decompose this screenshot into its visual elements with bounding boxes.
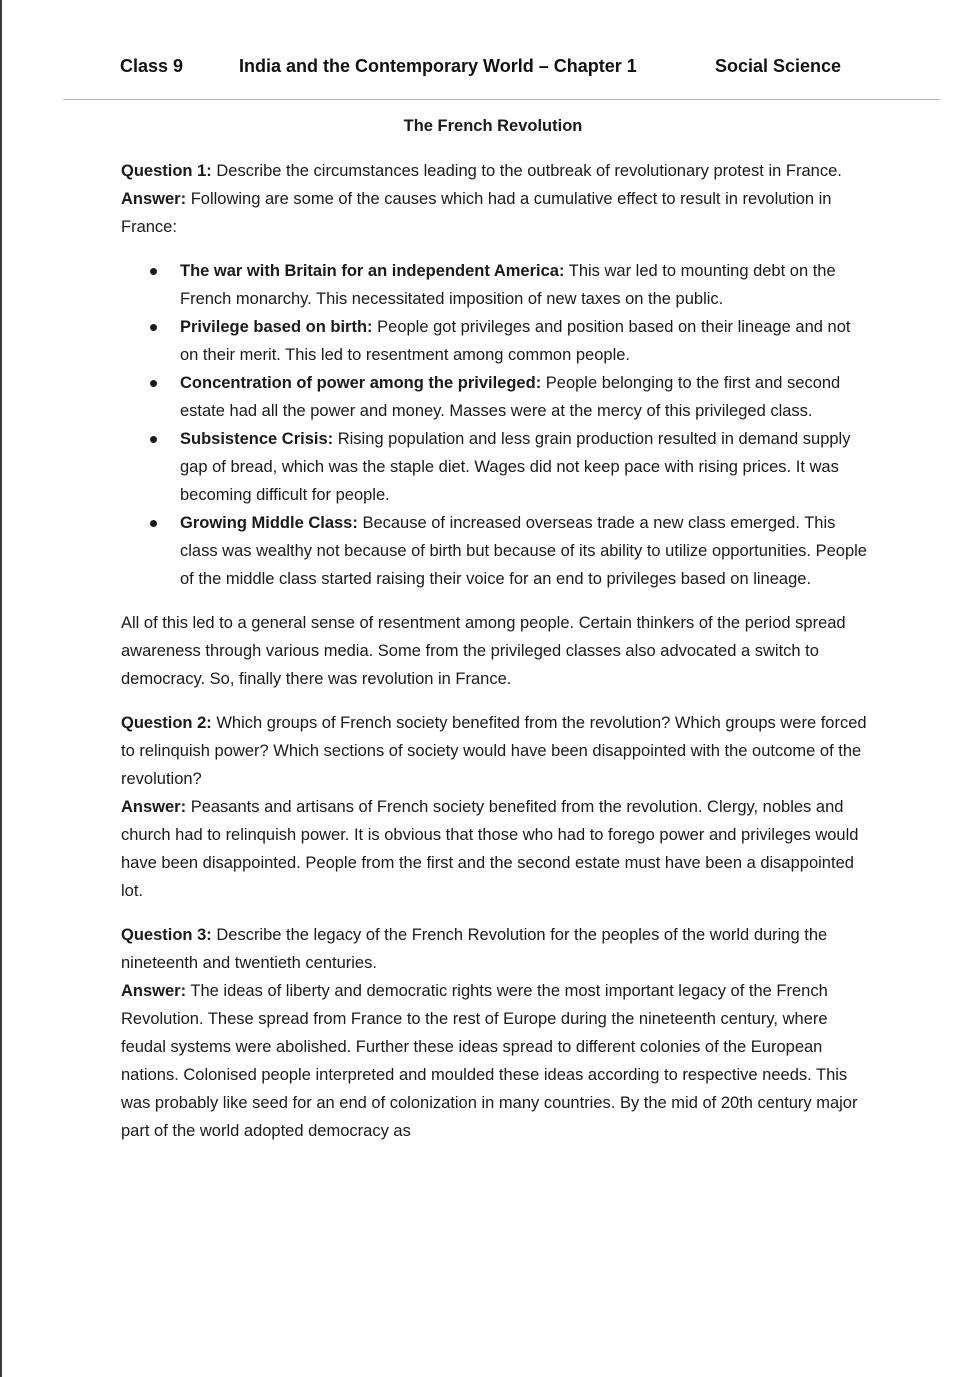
list-item-heading: Privilege based on birth:	[180, 318, 373, 336]
answer-1-text: Following are some of the causes which had a cumulative effect to result in revolution in France:	[121, 190, 832, 236]
list-item-heading: Subsistence Crisis:	[180, 430, 334, 448]
page-header	[120, 56, 880, 82]
answer-3-text: The ideas of liberty and democratic rights were the most important legacy of the French Revolution. These spread from France to the rest of Europe during the nineteenth century, where feudal systems were abolished. Further these ideas spread to different colonies of the European nations. Colonised people interpreted and moulded these ideas according to respective needs. This was probably like seed for an end of colonization in many countries. By the mid of 20th century major part of the world adopted democracy as	[121, 982, 858, 1140]
header-class: Class 9	[120, 56, 184, 76]
question-2	[121, 709, 873, 793]
list-item-heading: Concentration of power among the privileged:	[180, 374, 542, 392]
question-1-label: Question 1:	[121, 162, 212, 180]
list-item	[180, 257, 873, 313]
question-1-text: Describe the circumstances leading to the outbreak of revolutionary protest in France.	[211, 162, 842, 180]
answer-1-conclusion: All of this led to a general sense of resentment among people. Certain thinkers of the period spread awareness through various media. Some from the privileged classes also advocated a switch to democracy. So, finally there was revolution in France.	[121, 614, 846, 688]
list-item-heading: Growing Middle Class:	[180, 514, 358, 532]
list-item-text: Because of increased overseas trade a new class emerged. This class was wealthy not because of birth but because of its ability to utilize opportunities. People of the middle class started raising their voice for an end to privileges based on lineage.	[180, 514, 867, 588]
list-item-text: People belonging to the first and second estate had all the power and money. Masses were at the mercy of this privileged class.	[180, 374, 841, 420]
list-item-text: Rising population and less grain production resulted in demand supply gap of bread, which was the staple diet. Wages did not keep pace with rising prices. It was becoming difficult for people.	[180, 430, 851, 504]
list-item	[180, 313, 873, 369]
document-body	[121, 157, 873, 1145]
answer-1	[121, 185, 873, 241]
causes-list	[121, 257, 873, 593]
answer-1-label: Answer:	[121, 190, 187, 208]
question-3-text: Describe the legacy of the French Revolution for the peoples of the world during the nineteenth and twentieth centuries.	[121, 926, 828, 972]
list-item-heading: The war with Britain for an independent America:	[180, 262, 565, 280]
question-3-label: Question 3:	[121, 926, 212, 944]
spacer	[121, 693, 873, 709]
list-item	[180, 509, 873, 593]
answer-3-label: Answer:	[121, 982, 187, 1000]
answer-2-text: Peasants and artisans of French society benefited from the revolution. Clergy, nobles and church had to relinquish power. It is obvious that those who had to forego power and privileges would have been disappointed. People from the first and the second estate must have been a disappointed lot.	[121, 798, 859, 900]
spacer	[121, 905, 873, 921]
header-subject: Social Science	[715, 56, 842, 76]
header-divider	[63, 99, 940, 100]
question-3	[121, 921, 873, 977]
list-item-text: People got privileges and position based on their lineage and not on their merit. This led to resentment among common people.	[180, 318, 851, 364]
answer-2	[121, 793, 873, 905]
answer-3	[121, 977, 873, 1145]
question-2-text: Which groups of French society benefited from the revolution? Which groups were forced to relinquish power? Which sections of society would have been disappointed with the outcome of the revolution?	[121, 714, 867, 788]
list-item	[180, 369, 873, 425]
question-1	[121, 157, 873, 185]
page-left-edge	[0, 0, 2, 1377]
page-title: The French Revolution	[403, 117, 583, 135]
list-item	[180, 425, 873, 509]
answer-2-label: Answer:	[121, 798, 187, 816]
header-book-chapter: India and the Contemporary World – Chapter 1	[239, 56, 637, 76]
question-2-label: Question 2:	[121, 714, 212, 732]
list-item-text: This war led to mounting debt on the French monarchy. This necessitated imposition of new taxes on the public.	[180, 262, 836, 308]
